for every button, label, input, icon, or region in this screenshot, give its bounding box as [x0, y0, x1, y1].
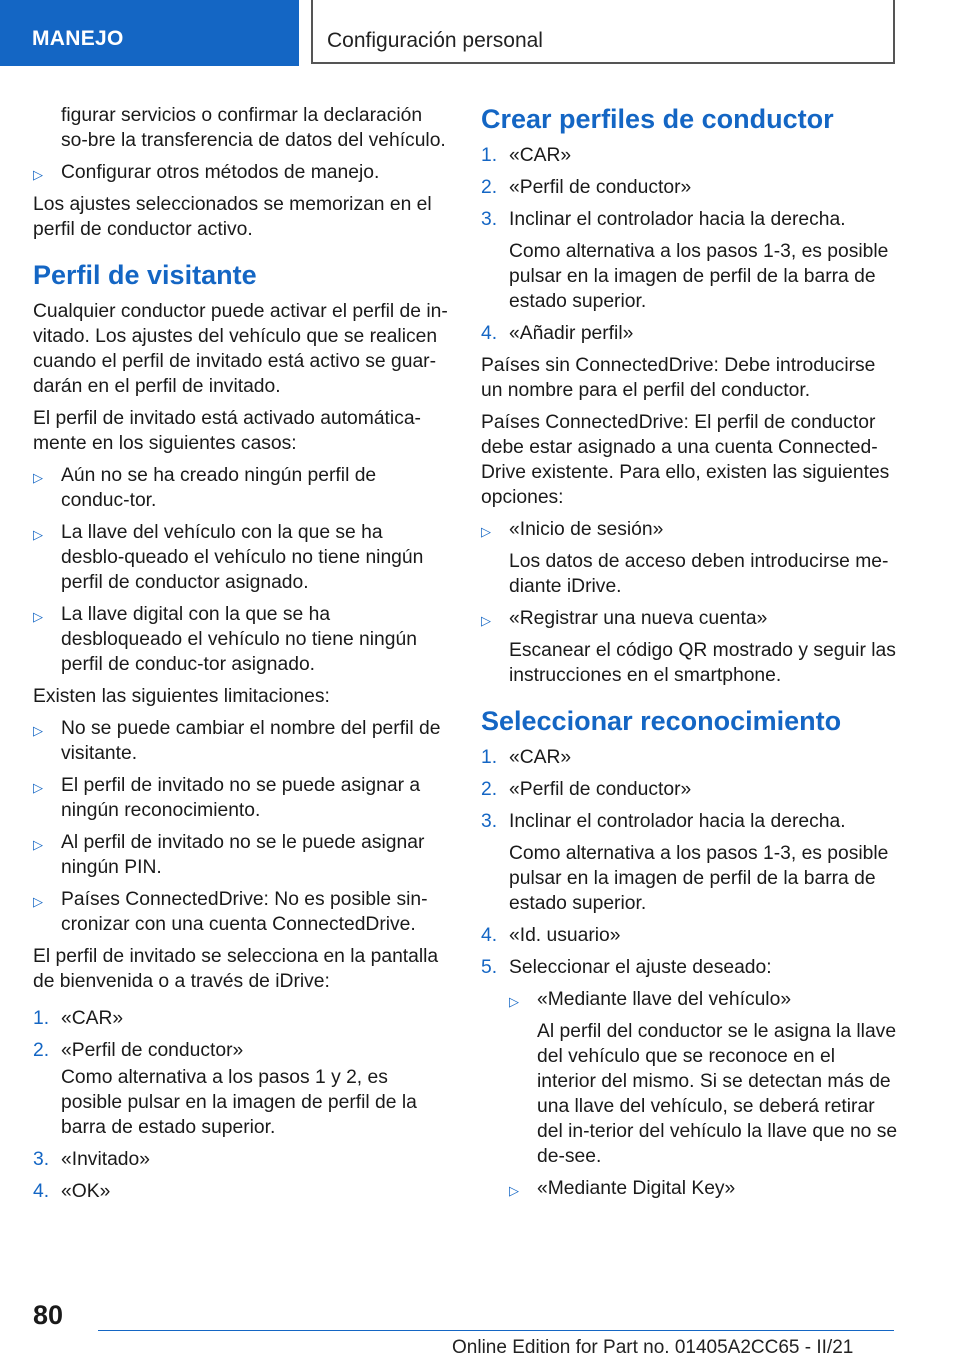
step-number: 1. — [33, 1008, 50, 1029]
bullet-text: Al perfil de invitado no se le puede asignar ningún PIN. — [61, 832, 425, 878]
right-column — [481, 103, 899, 1208]
triangle-right-outline-icon: ▷ — [509, 994, 519, 1009]
step-text: «Id. usuario» — [509, 925, 621, 946]
step-number: 2. — [481, 177, 498, 198]
header-title-box — [311, 0, 895, 64]
heading-create-profiles: Crear perfiles de conductor — [481, 104, 834, 134]
bullet-text: La llave del vehículo con la que se ha desblo-queado el vehículo no tiene ningún perfil de conductor asignado. — [61, 522, 424, 593]
heading-select-recognition: Seleccionar reconocimiento — [481, 706, 842, 736]
bullet-item — [33, 520, 448, 595]
bullet-text: Aún no se ha creado ningún perfil de conduc-tor. — [61, 465, 377, 511]
triangle-right-outline-icon: ▷ — [509, 1183, 519, 1198]
footer-divider — [98, 1330, 894, 1331]
bullet-text: «Registrar una nueva cuenta» — [509, 608, 768, 629]
step-text: «CAR» — [509, 747, 572, 768]
step-number: 4. — [33, 1181, 50, 1202]
step-number: 1. — [481, 145, 498, 166]
numbered-step — [481, 321, 899, 346]
bullet-text: «Mediante llave del vehículo» — [537, 989, 792, 1010]
bullet-item — [33, 602, 448, 677]
triangle-right-outline-icon: ▷ — [33, 470, 43, 485]
paragraph-visitor-2: El perfil de invitado está activado automática-mente en los siguientes casos: — [33, 408, 421, 454]
bullet-item — [33, 830, 448, 880]
triangle-right-outline-icon: ▷ — [33, 167, 43, 182]
left-column — [33, 103, 448, 1211]
paragraph-no-connecteddrive: Países sin ConnectedDrive: Debe introducirse un nombre para el perfil del conductor. — [481, 355, 876, 401]
numbered-step — [33, 1006, 448, 1031]
bullet-note: Al perfil del conductor se le asigna la llave del vehículo que se reconoce en el interior del mismo. Si se detectan más de una llave del vehículo, se deberá retirar del in-terior del vehículo la llave que no se de-see. — [537, 1021, 898, 1167]
step-text: «Perfil de conductor» — [509, 177, 692, 198]
nested-bullet-list — [509, 987, 899, 1201]
bullet-item — [33, 716, 448, 766]
numbered-step — [481, 175, 899, 200]
step-number: 3. — [33, 1149, 50, 1170]
step-number: 2. — [481, 779, 498, 800]
triangle-right-outline-icon: ▷ — [481, 613, 491, 628]
numbered-step — [481, 207, 899, 232]
paragraph-limits: Existen las siguientes limitaciones: — [33, 686, 330, 707]
step-number: 4. — [481, 925, 498, 946]
header-section-tab — [0, 0, 299, 66]
bullet-text: No se puede cambiar el nombre del perfil de visitante. — [61, 718, 441, 764]
bullet-item — [33, 887, 448, 937]
step-text: Inclinar el controlador hacia la derecha. — [509, 209, 846, 230]
heading-visitor-profile: Perfil de visitante — [33, 260, 257, 290]
bullet-item — [481, 517, 899, 542]
numbered-step — [481, 777, 899, 802]
bullet-text: Configurar otros métodos de manejo. — [61, 162, 380, 183]
bullet-item — [481, 606, 899, 631]
step-number: 4. — [481, 323, 498, 344]
bullet-text: «Mediante Digital Key» — [537, 1178, 736, 1199]
bullet-text: «Inicio de sesión» — [509, 519, 664, 540]
step-number: 5. — [481, 957, 498, 978]
step-note: Como alternativa a los pasos 1-3, es posible pulsar en la imagen de perfil de la barra de estado superior. — [509, 843, 889, 914]
bullet-text: Países ConnectedDrive: No es posible sin-cronizar con una cuenta ConnectedDrive. — [61, 889, 428, 935]
numbered-step — [481, 955, 899, 980]
step-number: 1. — [481, 747, 498, 768]
bullet-item — [509, 987, 899, 1012]
paragraph-select: El perfil de invitado se selecciona en la pantalla de bienvenida o a través de iDrive: — [33, 946, 439, 992]
bullet-text: La llave digital con la que se ha desbloqueado el vehículo no tiene ningún perfil de conduc-tor asignado. — [61, 604, 417, 675]
paragraph-visitor-1: Cualquier conductor puede activar el perfil de in-vitado. Los ajustes del vehículo que se realicen cuando el perfil de invitado está activo se guar-darán en el perfil de invitado. — [33, 301, 448, 397]
numbered-step — [481, 923, 899, 948]
triangle-right-outline-icon: ▷ — [33, 527, 43, 542]
step-number: 3. — [481, 811, 498, 832]
step-text: «Perfil de conductor» — [61, 1040, 244, 1061]
numbered-step — [33, 1038, 448, 1063]
step-number: 2. — [33, 1040, 50, 1061]
triangle-right-outline-icon: ▷ — [33, 609, 43, 624]
triangle-right-outline-icon: ▷ — [33, 723, 43, 738]
paragraph-memorize: Los ajustes seleccionados se memorizan en el perfil de conductor activo. — [33, 194, 432, 240]
step-text: «CAR» — [61, 1008, 124, 1029]
step-text: «Añadir perfil» — [509, 323, 634, 344]
step-text: «Perfil de conductor» — [509, 779, 692, 800]
triangle-right-outline-icon: ▷ — [33, 894, 43, 909]
step-note: Como alternativa a los pasos 1-3, es posible pulsar en la imagen de perfil de la barra de estado superior. — [509, 241, 889, 312]
page-number: 80 — [33, 1300, 64, 1330]
bullet-item — [33, 773, 448, 823]
bullet-note: Los datos de acceso deben introducirse me-diante iDrive. — [509, 551, 889, 597]
bullet-note: Escanear el código QR mostrado y seguir las instrucciones en el smartphone. — [509, 640, 896, 686]
step-text: Seleccionar el ajuste deseado: — [509, 957, 772, 978]
header-title: Configuración personal — [327, 29, 543, 52]
step-text: «OK» — [61, 1181, 111, 1202]
bullet-item — [509, 1176, 899, 1201]
numbered-step — [33, 1179, 448, 1204]
header-section-label: MANEJO — [32, 27, 124, 50]
step-number: 3. — [481, 209, 498, 230]
numbered-step — [481, 809, 899, 834]
step-text: «CAR» — [509, 145, 572, 166]
bullet-text: El perfil de invitado no se puede asignar a ningún reconocimiento. — [61, 775, 421, 821]
numbered-step — [481, 143, 899, 168]
triangle-right-outline-icon: ▷ — [481, 524, 491, 539]
step-text: Inclinar el controlador hacia la derecha. — [509, 811, 846, 832]
step-text: «Invitado» — [61, 1149, 150, 1170]
step-note: Como alternativa a los pasos 1 y 2, es posible pulsar en la imagen de perfil de la barra de estado superior. — [61, 1067, 417, 1138]
paragraph-connecteddrive: Países ConnectedDrive: El perfil de conductor debe estar asignado a una cuenta Connected-Drive existente. Para ello, existen las siguientes opciones: — [481, 412, 890, 508]
triangle-right-outline-icon: ▷ — [33, 780, 43, 795]
footer-edition-text: Online Edition for Part no. 01405A2CC65 - II/21 — [452, 1337, 854, 1358]
bullet-item — [33, 160, 448, 185]
continued-bullet-text: figurar servicios o confirmar la declaración so-bre la transferencia de datos del vehículo. — [61, 105, 446, 151]
bullet-item — [33, 463, 448, 513]
numbered-step — [481, 745, 899, 770]
triangle-right-outline-icon: ▷ — [33, 837, 43, 852]
numbered-step — [33, 1147, 448, 1172]
